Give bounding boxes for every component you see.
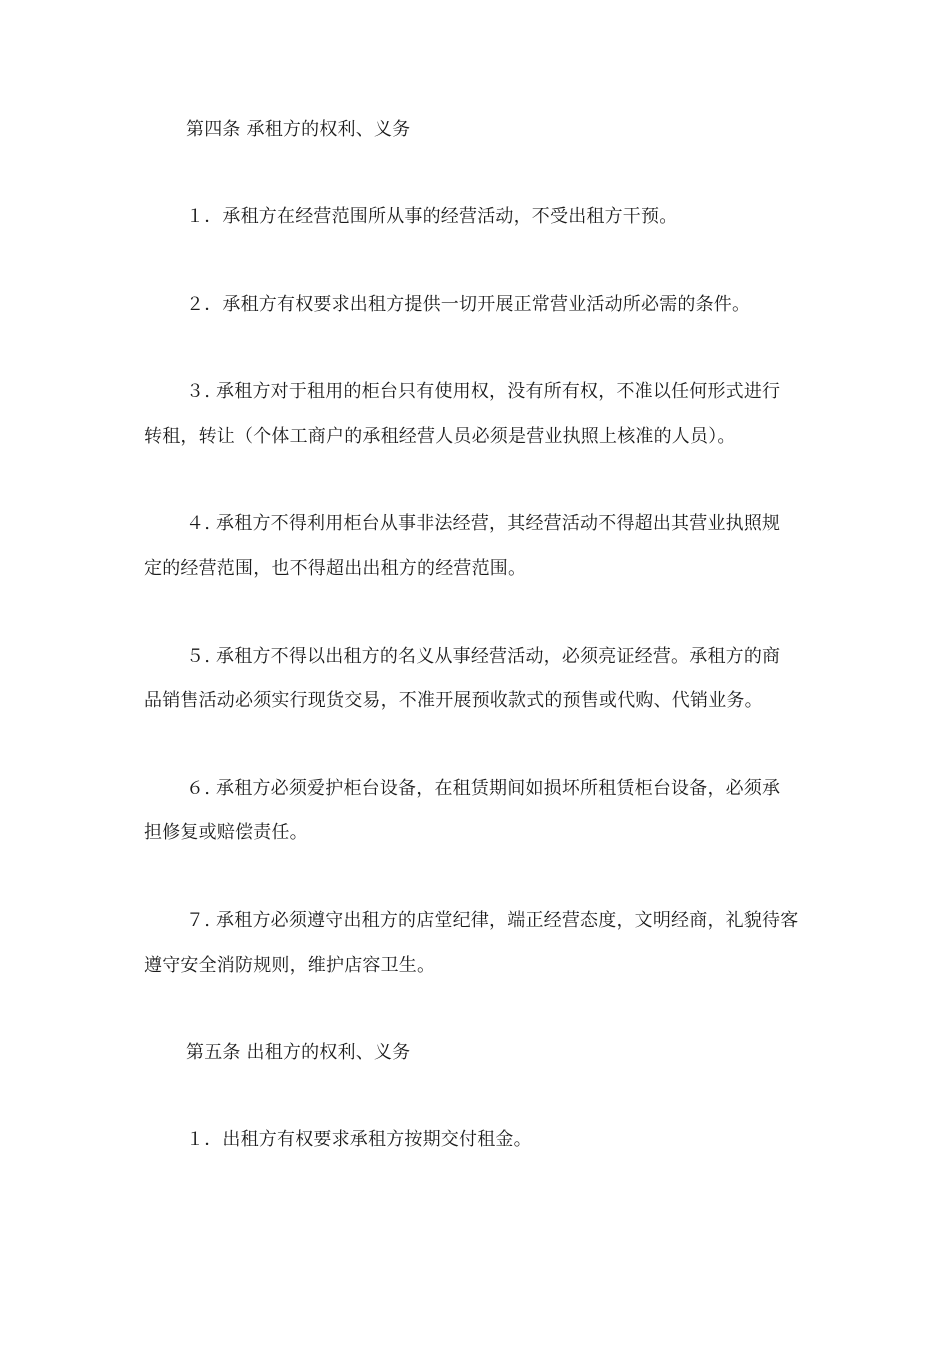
section-4-heading: 第四条 承租方的权利、义务 <box>186 119 411 140</box>
section-4-item-7-line-1: ７. 承租方必须遵守出租方的店堂纪律，端正经营态度，文明经商，礼貌待客 <box>186 910 799 931</box>
section-4-item-6-line-2: 担修复或赔偿责任。 <box>144 822 308 843</box>
section-4-item-7-line-2: 遵守安全消防规则，维护店容卫生。 <box>144 955 436 976</box>
section-5-item-1-line-1: １．出租方有权要求承租方按期交付租金。 <box>186 1129 532 1150</box>
section-5-heading: 第五条 出租方的权利、义务 <box>186 1042 411 1063</box>
section-4-item-3-line-1: ３. 承租方对于租用的柜台只有使用权，没有所有权，不准以任何形式进行 <box>186 381 781 402</box>
section-4-item-1-line-1: １．承租方在经营范围所从事的经营活动，不受出租方干预。 <box>186 206 678 227</box>
section-4-item-2-line-1: ２．承租方有权要求出租方提供一切开展正常营业活动所必需的条件。 <box>186 294 751 315</box>
section-4-item-5-line-1: ５. 承租方不得以出租方的名义从事经营活动，必须亮证经营。承租方的商 <box>186 646 781 667</box>
section-4-item-4-line-2: 定的经营范围，也不得超出出租方的经营范围。 <box>144 558 527 579</box>
section-4-item-6-line-1: ６. 承租方必须爱护柜台设备，在租赁期间如损坏所租赁柜台设备，必须承 <box>186 778 781 799</box>
section-4-item-4-line-1: ４. 承租方不得利用柜台从事非法经营，其经营活动不得超出其营业执照规 <box>186 513 781 534</box>
section-4-item-5-line-2: 品销售活动必须实行现货交易，不准开展预收款式的预售或代购、代销业务。 <box>144 690 763 711</box>
section-4-item-3-line-2: 转租，转让（个体工商户的承租经营人员必须是营业执照上核准的人员）。 <box>144 426 736 447</box>
